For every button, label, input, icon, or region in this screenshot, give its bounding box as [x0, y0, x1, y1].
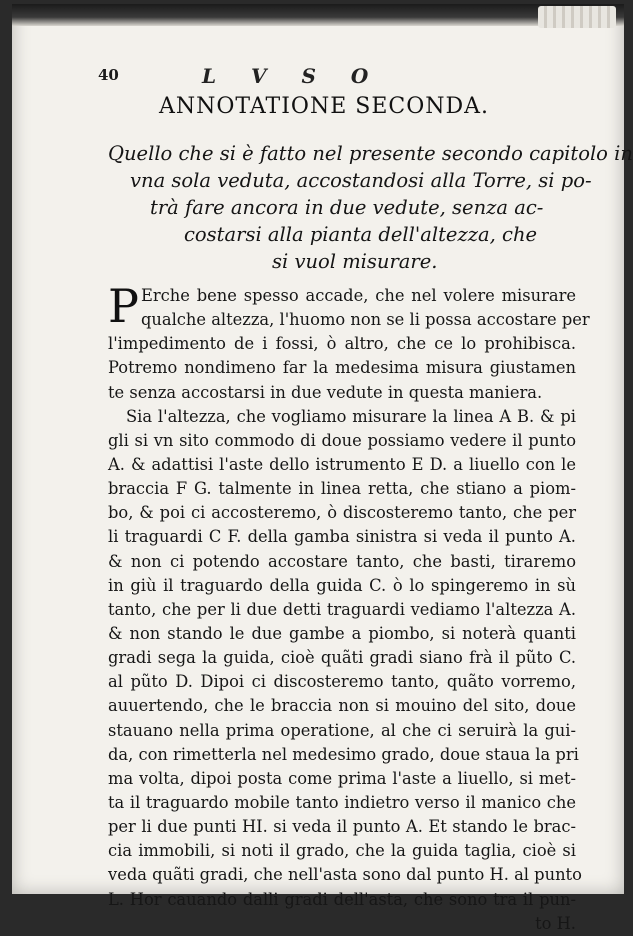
text-line: Potremo nondimeno far la medesima misura giustamen [108, 358, 576, 378]
text-line: veda quãti gradi, che nell'asta sono dal punto H. al punto [108, 865, 582, 885]
text-line: A. & adattisi l'aste dello istrumento E D. a liuello con le [108, 454, 576, 474]
text-line: gradi sega la guida, cioè quãti gradi siano frà il pũto C. [108, 648, 576, 668]
text-line: tanto, che per li due detti traguardi vediamo l'altezza A. [108, 599, 576, 619]
summary-line: costarsi alla pianta dell'altezza, che [184, 223, 538, 246]
text-line: cia immobili, si noti il grado, che la guida taglia, cioè si [108, 841, 576, 861]
chapter-summary [108, 140, 633, 275]
text-line: L. Hor cauando dalli gradi dell'asta, che sono tra il pun- [108, 889, 576, 909]
text-line: qualche altezza, l'huomo non se li possa accostare per [140, 310, 590, 330]
section-title: ANNOTATIONE SECONDA. [158, 94, 490, 119]
text-line: al pũto D. Dipoi ci discosteremo tanto, quãto vorremo, [108, 672, 576, 692]
text-line: & non stando le due gambe a piombo, si noterà quanti [108, 623, 576, 643]
book-page [12, 4, 633, 933]
text-line: in giù il traguardo della guida C. ò lo spingeremo in sù [108, 575, 576, 595]
text-line: auuertendo, che le braccia non si mouino del sito, doue [108, 696, 576, 716]
text-line: braccia F G. talmente in linea retta, che stiano a piom- [108, 479, 576, 499]
text-line: to H. [535, 913, 576, 933]
text-line: bo, & poi ci accosteremo, ò discosteremo tanto, che per [108, 503, 576, 523]
page-top-edge [12, 4, 624, 26]
page-number: 40 [98, 66, 119, 84]
text-line: gli si vn sito commodo di doue possiamo vedere il punto [108, 430, 576, 450]
summary-line: Quello che si è fatto nel presente secondo capitolo in [108, 142, 633, 165]
body-text [108, 279, 590, 936]
running-head: L V S O [202, 64, 383, 88]
text-line: da, con rimetterla nel medesimo grado, doue staua la pri [108, 744, 579, 764]
text-line: & non ci potendo accostare tanto, che basti, tiraremo [108, 551, 576, 571]
page-header [12, 66, 624, 90]
text-line: ta il traguardo mobile tanto indietro verso il manico che [108, 792, 576, 812]
text-line: ma volta, dipoi posta come prima l'aste a liuello, si met- [108, 768, 576, 788]
summary-line: vna sola veduta, accostandosi alla Torre, si po- [130, 169, 592, 192]
text-line: l'impedimento de i fossi, ò altro, che ce lo prohibisca. [108, 334, 576, 354]
text-line: Sia l'altezza, che vogliamo misurare la linea A B. & pi [126, 406, 576, 426]
text-line: te senza accostarsi in due vedute in questa maniera. [108, 382, 543, 402]
binding-tab [538, 6, 616, 28]
drop-cap: P [108, 279, 139, 333]
text-line: per li due punti HI. si veda il punto A. Et stando le brac- [108, 817, 576, 837]
text-line: Erche bene spesso accade, che nel volere misurare [140, 286, 576, 305]
text-line: li traguardi C F. della gamba sinistra si veda il punto A. [108, 527, 576, 547]
summary-line: trà fare ancora in due vedute, senza ac- [150, 196, 544, 219]
text-line: stauano nella prima operatione, al che ci seruirà la gui- [108, 720, 576, 740]
summary-line: si vuol misurare. [272, 250, 438, 273]
